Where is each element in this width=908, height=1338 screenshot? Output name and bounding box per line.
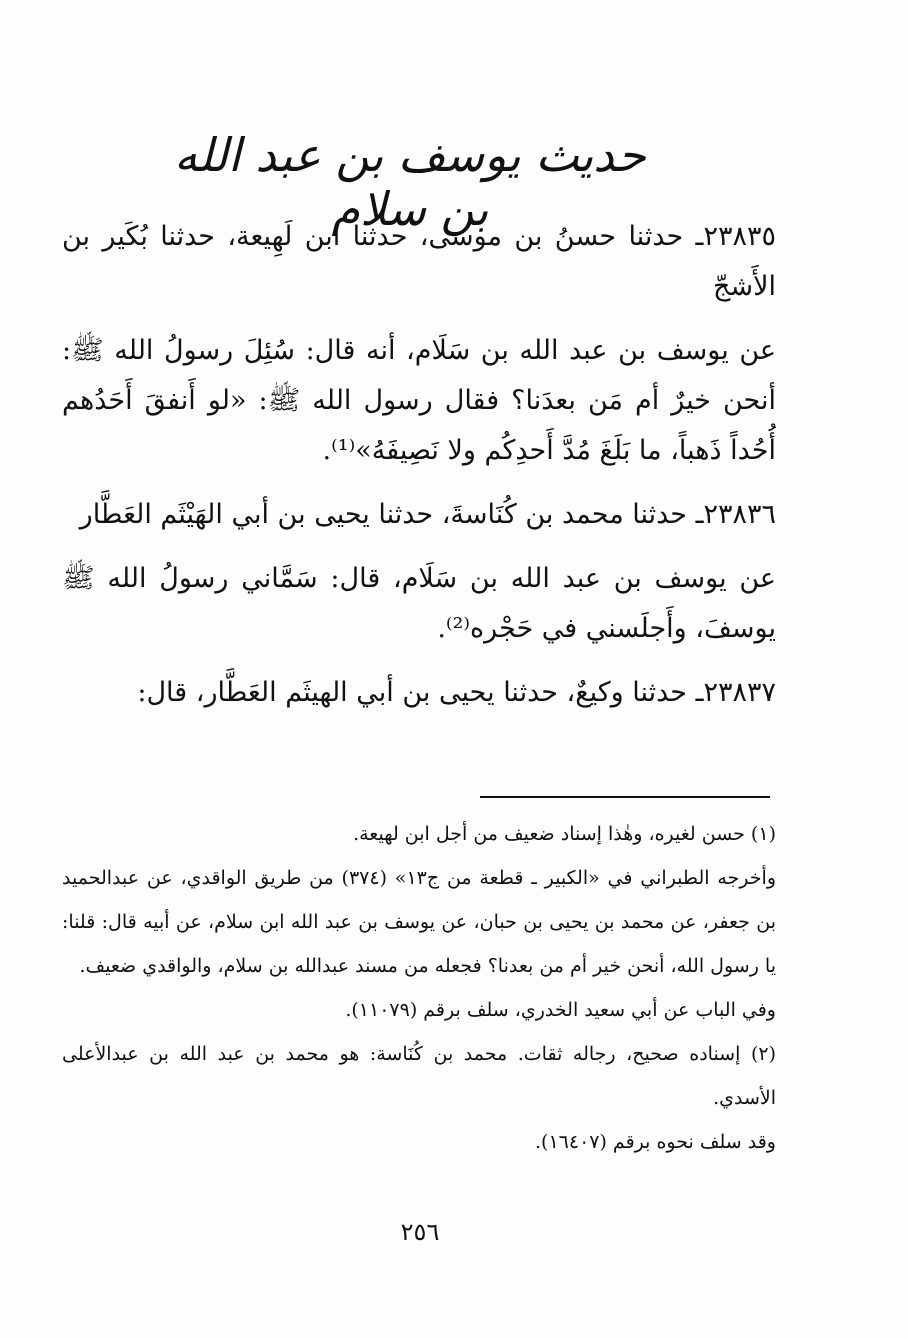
footnote-1: (١) حسن لغيره، وهٰذا إسناد ضعيف من أجل ابن لهيعة. xyxy=(353,823,776,845)
footnote-1-bab: وفي الباب عن أبي سعيد الخدري، سلف برقم (١١٠٧٩). xyxy=(345,999,776,1021)
footnote-1-takhrij: وأخرجه الطبراني في «الكبير ـ قطعة من ج١٣» (٣٧٤) من طريق الواقدي، عن عبدالحميد بن جعفر، عن محمد بن يحيى بن حبان، عن يوسف بن عبد الله ابن سلام، عن أبيه قال: قلنا: يا رسول الله، أنحن خير أم من بعدنا؟ فجعله من مسند عبدالله بن سلام، والواقدي ضعيف. xyxy=(62,867,776,977)
page-number: ٢٥٦ xyxy=(400,1218,440,1246)
hadith-isnad-23837: ٢٣٨٣٧ـ حدثنا وكيعٌ، حدثنا يحيى بن أبي الهيثَم العَطَّار، قال: xyxy=(137,677,776,708)
footnote-divider xyxy=(480,796,770,798)
hadith-matn-23836: عن يوسف بن عبد الله بن سَلَام، قال: سَمَّاني رسولُ الله ﷺ يوسفَ، وأَجلَسني في حَجْره⁽²⁾. xyxy=(62,563,776,644)
footnote-2: (٢) إسناده صحيح، رجاله ثقات. محمد بن كُنَاسة: هو محمد بن عبد الله بن عبدالأعلى الأسدي. xyxy=(62,1043,776,1109)
hadith-isnad-23835: ٢٣٨٣٥ـ حدثنا حسنُ بن موسى، حدثنا ابن لَهِيعة، حدثنا بُكَير بن الأَشجّ xyxy=(62,221,776,302)
hadith-matn-23835: عن يوسف بن عبد الله بن سَلَام، أنه قال: سُئِلَ رسولُ الله ﷺ: أنحن خيرٌ أم مَن بعدَنا؟ فقال رسول الله ﷺ: «لو أَنفقَ أَحَدُهم أُحُداً ذَهباً، ما بَلَغَ مُدَّ أَحدِكُم ولا نَصِيفَهُ»⁽¹⁾. xyxy=(62,335,776,466)
main-text xyxy=(62,212,776,718)
footnote-2-salaf: وقد سلف نحوه برقم (١٦٤٠٧). xyxy=(535,1131,776,1153)
hadith-isnad-23836: ٢٣٨٣٦ـ حدثنا محمد بن كُنَاسةَ، حدثنا يحيى بن أبي الهَيْثَم العَطَّار xyxy=(79,499,776,530)
footnotes xyxy=(62,812,776,1164)
chapter-title: حديث يوسف بن عبد الله بن سلام xyxy=(174,128,646,236)
